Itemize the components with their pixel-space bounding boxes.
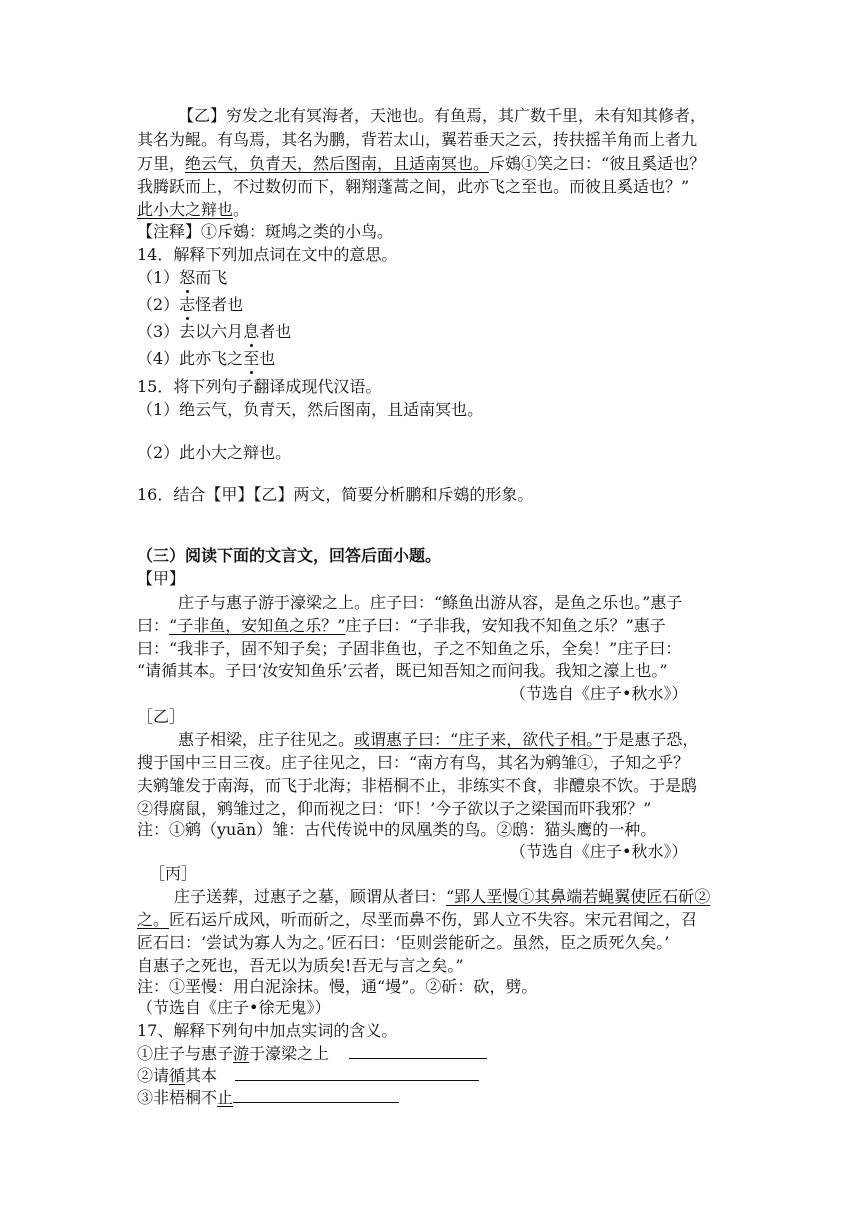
question-15-title: 15．将下列句子翻译成现代汉语。: [137, 377, 382, 396]
dotted-word: 至: [243, 349, 260, 368]
question-14-title: 14．解释下列加点词在文中的意思。: [137, 245, 398, 264]
section-heading: （三）阅读下面的文言文，回答后面小题。: [137, 546, 442, 565]
yi-passage-line: ②得腐鼠，鹓雏过之，仰而视之曰：‘吓！’今子欲以子之梁国而吓我邪？”: [137, 799, 652, 818]
answer-blank[interactable]: [349, 1044, 487, 1059]
yi-passage-line: 夫鹓雏发于南海，而飞于北海；非梧桐不止，非练实不食，非醴泉不饮。于是鸱: [137, 776, 698, 795]
annotation: 【注释】①斥鴳：斑鸠之类的小鸟。: [137, 222, 394, 241]
marked-word: 游: [233, 1044, 250, 1063]
source-citation: （节选自《庄子•秋水》）: [510, 684, 688, 703]
q14-item: （2）志怪者也: [137, 295, 244, 314]
source-citation: （节选自《庄子•徐无鬼》）: [137, 998, 331, 1017]
q14-item: （1）怒而飞: [137, 268, 228, 287]
answer-blank[interactable]: [235, 1066, 479, 1081]
q14-item: （3）去以六月息者也: [137, 322, 292, 341]
yi-passage-line: 【乙】穷发之北有冥海者，天池也。有鱼焉，其广数千里，未有知其修者，: [178, 106, 707, 125]
dotted-word: 怒: [179, 268, 196, 287]
yi-passage-line: 惠子相梁，庄子往见之。或谓惠子曰：“庄子来，欲代子相。”于是惠子恐，: [178, 730, 699, 749]
passage-label-bing: ［丙］: [149, 864, 198, 883]
q14-item: （4）此亦飞之至也: [137, 349, 276, 368]
yi-passage-line: 我腾跃而上，不过数仞而下，翱翔蓬蒿之间，此亦飞之至也。而彼且奚适也？”: [137, 177, 690, 196]
marked-word: 循: [169, 1066, 186, 1085]
jia-passage-line: 曰：“我非子，固不知子矣；子固非鱼也，子之不知鱼之乐，全矣！”庄子曰：: [137, 639, 682, 658]
yi-passage-line: 搜于国中三日三夜。庄子往见之，曰：“南方有鸟，其名为鹓雏①，子知之乎？: [137, 753, 690, 772]
q15-item: （2）此小大之辩也。: [137, 443, 292, 462]
bing-passage-line: 自惠子之死也，吾无以为质矣!吾无与言之矣。”: [137, 956, 464, 975]
q17-item: ②请循其本: [137, 1066, 479, 1086]
answer-blank[interactable]: [233, 1088, 399, 1103]
bing-passage-line: 匠石曰：‘尝试为寡人为之。’匠石曰：‘臣则尝能斫之。虽然，臣之质死久矣。’: [137, 933, 670, 952]
underlined-sentence: “子非鱼，安知鱼之乐？”: [169, 616, 346, 635]
bing-passage-line: 之。匠石运斤成风，听而斫之，尽垩而鼻不伤，郢人立不失容。宋元君闻之，召: [137, 910, 698, 929]
marked-word: 止: [217, 1088, 234, 1107]
jia-passage-line: “请循其本。子曰‘汝安知鱼乐’云者，既已知吾知之而问我。我知之濠上也。”: [137, 661, 668, 680]
underlined-sentence: 绝云气，负青天，然后图南，且适南冥也。: [185, 154, 490, 173]
q15-item: （1）绝云气，负青天，然后图南，且适南冥也。: [137, 400, 484, 419]
question-16-title: 16．结合【甲】【乙】两文，简要分析鹏和斥鴳的形象。: [137, 485, 534, 504]
dotted-word: 志: [179, 295, 196, 314]
yi-passage-line: 其名为鲲。有鸟焉，其名为鹏，背若太山，翼若垂天之云，抟扶摇羊角而上者九: [137, 130, 698, 149]
underlined-sentence: “郢人垩慢①其鼻端若蝇翼使匠石斫②: [446, 887, 711, 906]
jia-passage-line: 曰：“子非鱼，安知鱼之乐？”庄子曰：“子非我，安知我不知鱼之乐？”惠子: [137, 616, 666, 635]
passage-label-jia: 【甲】: [137, 569, 186, 588]
passage-label-yi: ［乙］: [137, 707, 186, 726]
annotation: 注：①鹓（yuān）雏：古代传说中的凤凰类的鸟。②鸱：猫头鹰的一种。: [137, 820, 657, 839]
question-17-title: 17、解释下列句中加点实词的含义。: [137, 1021, 398, 1040]
yi-passage-line: 万里，绝云气，负青天，然后图南，且适南冥也。斥鴳①笑之曰：“彼且奚适也？: [137, 154, 706, 173]
underlined-sentence: 之。: [137, 910, 170, 929]
q17-item: ①庄子与惠子游于濠梁之上: [137, 1044, 487, 1064]
yi-passage-line: 此小大之辩也。: [137, 200, 250, 219]
dotted-word: 息: [243, 322, 260, 341]
q17-item: ③非梧桐不止: [137, 1088, 399, 1108]
jia-passage-line: 庄子与惠子游于濠梁之上。庄子曰：“鲦鱼出游从容，是鱼之乐也。”惠子: [178, 593, 683, 612]
bing-passage-line: 庄子送葬，过惠子之墓，顾谓从者曰：“郢人垩慢①其鼻端若蝇翼使匠石斫②: [174, 887, 711, 906]
underlined-sentence: 此小大之辩也: [137, 200, 234, 219]
source-citation: （节选自《庄子•秋水》）: [510, 842, 688, 861]
annotation: 注：①垩慢：用白泥涂抹。慢，通“墁”。②斫：砍，劈。: [137, 977, 538, 996]
underlined-sentence: 或谓惠子曰：“庄子来，欲代子相。”: [354, 730, 603, 749]
